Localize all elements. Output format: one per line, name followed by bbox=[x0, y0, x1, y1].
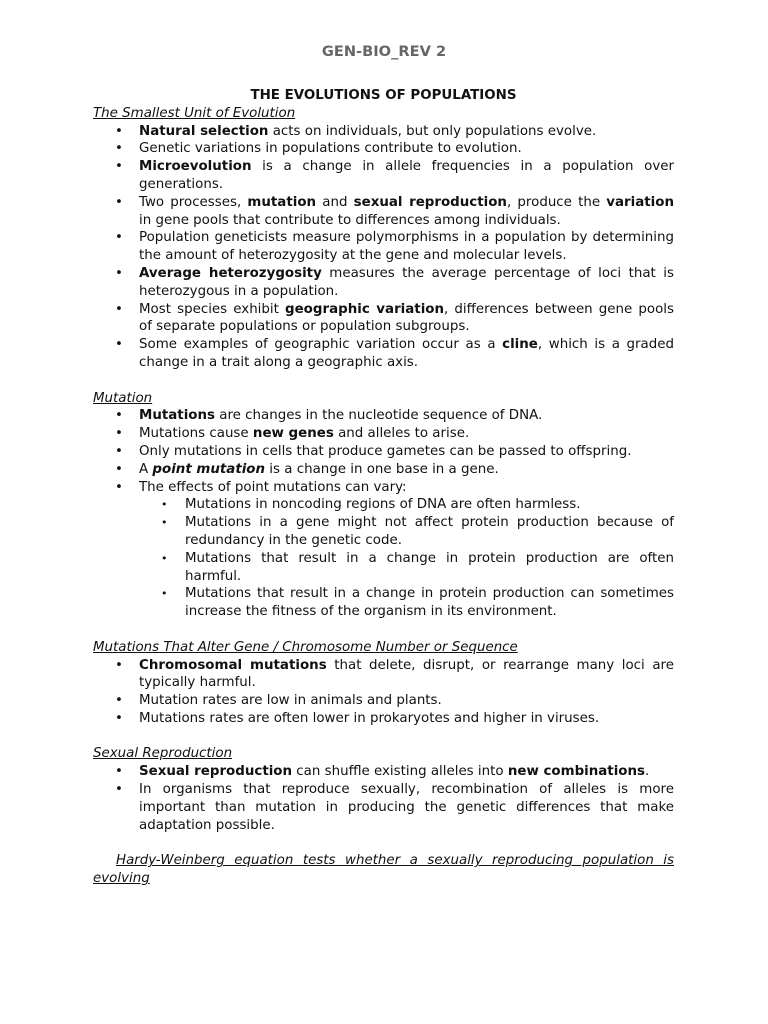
sub-list-item bbox=[139, 550, 674, 586]
text-run: , differences between gene pools of separate populations or population subgroups. bbox=[139, 301, 674, 335]
list-item bbox=[93, 692, 674, 710]
text-run: Genetic variations in populations contribute to evolution. bbox=[139, 141, 522, 157]
sub-list-item bbox=[139, 585, 674, 621]
list-item bbox=[93, 443, 674, 461]
document-title: THE EVOLUTIONS OF POPULATIONS bbox=[250, 88, 517, 103]
bold-term: Chromosomal mutations bbox=[139, 657, 327, 673]
list-item bbox=[93, 407, 674, 425]
bold-term: variation bbox=[606, 194, 674, 210]
bold-term: Natural selection bbox=[139, 123, 269, 139]
text-run: that delete, disrupt, or rearrange many loci are typically harmful. bbox=[139, 657, 674, 691]
list-item bbox=[93, 657, 674, 693]
list-item bbox=[93, 229, 674, 265]
section-heading: Mutation bbox=[93, 390, 153, 406]
spacer bbox=[93, 834, 674, 852]
text-run: Population geneticists measure polymorphisms in a population by determining the amount of heterozygosity at the gene and molecular levels. bbox=[139, 230, 674, 264]
list-item bbox=[93, 479, 674, 621]
text-run: and bbox=[316, 194, 354, 210]
text-run: In organisms that reproduce sexually, recombination of alleles is more important than mutation in producing the genetic differences that make adaptation possible. bbox=[139, 782, 674, 833]
document-header: GEN-BIO_REV 2 bbox=[321, 43, 447, 60]
list-item bbox=[93, 265, 674, 301]
text-run: Mutations cause bbox=[139, 426, 253, 442]
text-run: in gene pools that contribute to differences among individuals. bbox=[139, 212, 561, 228]
spacer bbox=[93, 621, 674, 639]
sub-bullet-list bbox=[139, 496, 674, 621]
list-item bbox=[93, 461, 674, 479]
list-item bbox=[93, 763, 674, 781]
bold-term: geographic variation bbox=[285, 301, 445, 317]
text-run: is a change in allele frequencies in a population over generations. bbox=[139, 159, 674, 192]
text-run: Mutation rates are low in animals and plants. bbox=[139, 693, 442, 709]
text-run: A bbox=[139, 461, 153, 477]
bold-term: Mutations bbox=[139, 408, 215, 424]
bold-term: Average heterozygosity bbox=[139, 265, 322, 281]
list-item bbox=[93, 425, 674, 443]
text-run: can shuffle existing alleles into bbox=[292, 764, 508, 780]
list-item bbox=[93, 158, 674, 194]
bullet-list bbox=[93, 657, 674, 728]
bold-term: mutation bbox=[247, 194, 317, 210]
bold-term: cline bbox=[502, 337, 538, 353]
text-run: . bbox=[645, 764, 650, 780]
sub-list-item bbox=[139, 514, 674, 550]
list-item bbox=[93, 123, 674, 141]
bullet-list bbox=[93, 407, 674, 621]
bold-term: Sexual reproduction bbox=[139, 764, 293, 780]
text-run: Mutations rates are often lower in prokaryotes and higher in viruses. bbox=[139, 710, 600, 726]
text-run: Mutations in a gene might not affect protein production because of redundancy in the genetic code. bbox=[185, 515, 674, 548]
text-run: are changes in the nucleotide sequence of DNA. bbox=[215, 408, 543, 424]
sub-list-item bbox=[139, 496, 674, 514]
bold-term: sexual reproduction bbox=[353, 194, 507, 210]
text-run: Most species exhibit bbox=[139, 301, 286, 317]
text-run: Mutations in noncoding regions of DNA are often harmless. bbox=[185, 497, 581, 513]
list-item bbox=[93, 710, 674, 728]
text-run: Only mutations in cells that produce gametes can be passed to offspring. bbox=[139, 443, 632, 459]
text-run: , produce the bbox=[506, 194, 607, 210]
list-item bbox=[93, 140, 674, 158]
bold-italic-term: point mutation bbox=[152, 461, 266, 477]
list-item bbox=[93, 194, 674, 230]
section-heading: The Smallest Unit of Evolution bbox=[93, 105, 296, 121]
sections-container bbox=[93, 105, 674, 835]
text-run: , which is a graded change in a trait along a geographic axis. bbox=[139, 337, 674, 370]
spacer bbox=[93, 728, 674, 746]
list-item bbox=[93, 301, 674, 337]
text-run: acts on individuals, but only populations evolve. bbox=[268, 123, 597, 139]
text-run: is a change in one base in a gene. bbox=[265, 461, 499, 477]
text-run: Some examples of geographic variation occur as a bbox=[139, 337, 503, 353]
document-body bbox=[93, 87, 674, 888]
section-heading: Mutations That Alter Gene / Chromosome Number or Sequence bbox=[93, 639, 518, 655]
list-item bbox=[93, 781, 674, 834]
bold-term: new combinations bbox=[507, 764, 646, 780]
spacer bbox=[93, 372, 674, 390]
bold-term: Microevolution bbox=[139, 159, 252, 175]
text-run: Mutations that result in a change in protein production can sometimes increase the fitness of the organism in its environment. bbox=[185, 586, 674, 620]
text-run: and alleles to arise. bbox=[333, 426, 470, 442]
bullet-list bbox=[93, 763, 674, 834]
text-run: The effects of point mutations can vary: bbox=[139, 479, 407, 495]
closing-heading: Hardy-Weinberg equation tests whether a sexually reproducing population is evolving bbox=[93, 853, 674, 887]
bold-term: new genes bbox=[252, 426, 334, 442]
text-run: measures the average percentage of loci that is heterozygous in a population. bbox=[139, 265, 674, 299]
text-run: Mutations that result in a change in protein production are often harmful. bbox=[185, 550, 674, 584]
bullet-list bbox=[93, 123, 674, 372]
list-item bbox=[93, 336, 674, 372]
text-run: Two processes, bbox=[139, 194, 248, 210]
section-heading: Sexual Reproduction bbox=[93, 746, 233, 762]
